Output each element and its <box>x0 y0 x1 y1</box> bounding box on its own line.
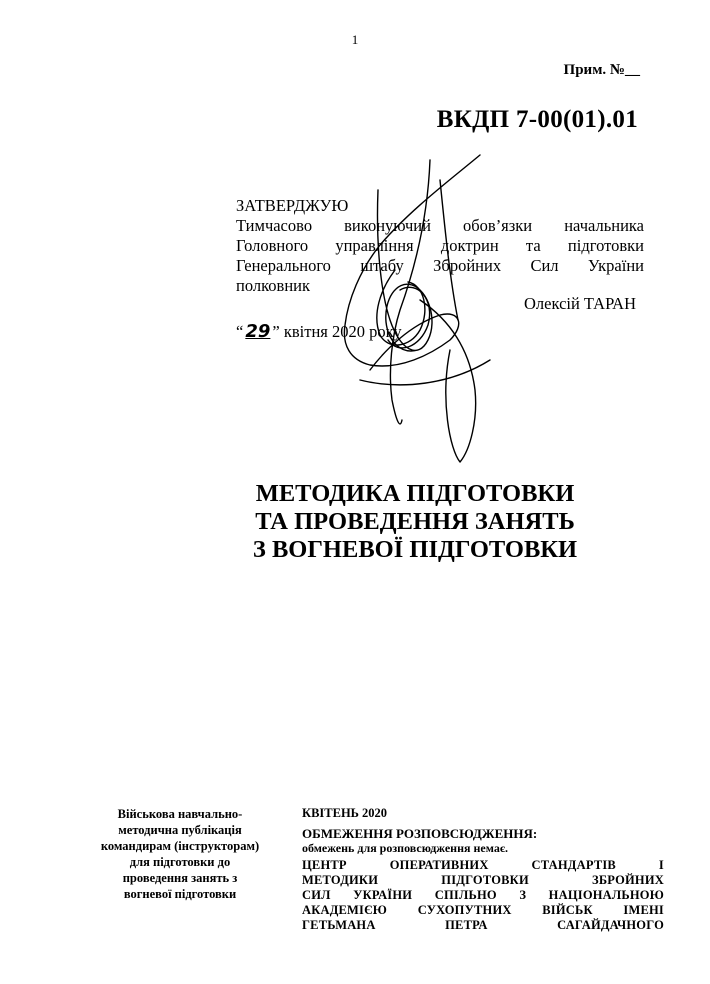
organization-line-2: МЕТОДИКИ ПІДГОТОВКИ ЗБРОЙНИХ <box>302 873 664 887</box>
approval-heading: ЗАТВЕРДЖУЮ <box>236 196 349 215</box>
restriction-title: ОБМЕЖЕННЯ РОЗПОВСЮДЖЕННЯ: <box>302 826 538 841</box>
publication-description-line-6: вогневої підготовки <box>123 887 237 901</box>
title-line-2: ТА ПРОВЕДЕННЯ ЗАНЯТЬ <box>255 508 575 535</box>
approval-position-line-2: Головного управління доктрин та підготовки <box>236 236 644 255</box>
organization-line-4: АКАДЕМІЄЮ СУХОПУТНИХ ВІЙСЬК ІМЕНІ <box>302 903 664 917</box>
approval-name: Олексій ТАРАН <box>523 294 636 313</box>
publication-description-line-2: методична публікація <box>118 823 242 837</box>
signature-image <box>300 150 520 470</box>
document-code: ВКДП 7-00(01).01 <box>436 106 638 133</box>
approval-date-open-quote: “ <box>236 322 244 341</box>
publication-description-line-5: проведення занять з <box>122 871 238 885</box>
publication-description <box>80 806 280 902</box>
publication-info-block <box>302 806 664 933</box>
publication-description-line-4: для підготовки до <box>129 855 231 869</box>
publication-description-line-1: Військова навчально- <box>117 807 243 821</box>
title-line-1: МЕТОДИКА ПІДГОТОВКИ <box>255 480 575 507</box>
approval-date-day: 29 <box>245 321 271 342</box>
restriction-note: обмежень для розповсюдження немає. <box>302 841 509 855</box>
organization-line-1: ЦЕНТР ОПЕРАТИВНИХ СТАНДАРТІВ І <box>302 858 664 872</box>
publication-description-line-3: командирам (інструкторам) <box>100 839 260 853</box>
title-line-3: З ВОГНЕВОЇ ПІДГОТОВКИ <box>252 536 578 563</box>
approval-rank: полковник <box>236 276 310 295</box>
approval-position-line-3: Генерального штабу Збройних Сил України <box>236 256 644 275</box>
organization-line-3: СИЛ УКРАЇНИ СПІЛЬНО З НАЦІОНАЛЬНОЮ <box>302 888 664 902</box>
approval-position-line-1: Тимчасово виконуючий обов’язки начальника <box>236 216 644 235</box>
organization-line-5: ГЕТЬМАНА ПЕТРА САГАЙДАЧНОГО <box>302 918 664 932</box>
organization-text <box>302 858 664 933</box>
page-number: 1 <box>351 32 359 47</box>
copy-number: Прим. №__ <box>563 62 640 78</box>
publication-date: КВІТЕНЬ 2020 <box>302 806 388 820</box>
approval-date-rest: квітня 2020 року <box>283 322 402 341</box>
approval-date-close-quote: ” <box>272 322 280 341</box>
document-title <box>150 480 680 564</box>
